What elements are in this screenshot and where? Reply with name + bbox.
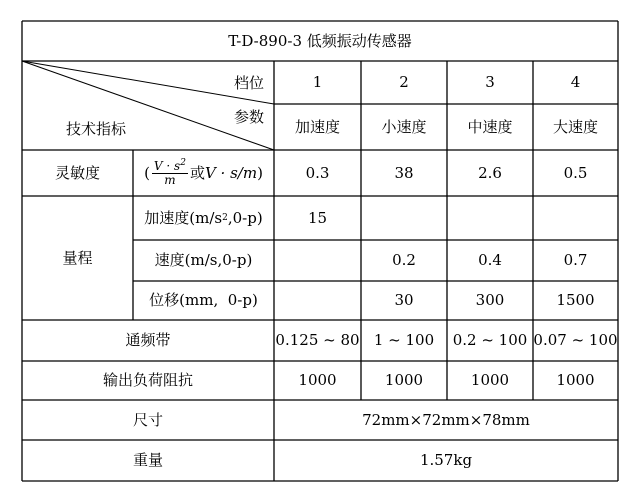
range-acceleration-label-text: 加速度(m/s [144, 208, 223, 227]
passband-value-3: 0.2 ~ 100 [452, 331, 528, 349]
range-velocity-label: 速度(m/s,0-p) [154, 251, 253, 269]
gear-2: 2 [399, 73, 409, 91]
impedance-value-4: 1000 [556, 371, 595, 389]
param-header-label: 参数 [233, 107, 264, 126]
gear-header-label: 档位 [233, 73, 264, 92]
param-large-velocity: 大速度 [552, 117, 598, 136]
range-velocity-value-2: 0.2 [392, 251, 416, 269]
gear-1: 1 [312, 73, 323, 91]
impedance-value-3: 1000 [470, 371, 510, 389]
spec-header-label: 技术指标 [66, 119, 127, 138]
sensitivity-value-1: 0.3 [305, 163, 330, 182]
range-acceleration-value-2 [361, 196, 447, 240]
unit-numerator: V · s [153, 158, 181, 173]
gear-3: 3 [485, 73, 495, 91]
range-velocity-value-4: 0.7 [563, 251, 588, 269]
sensitivity-value-4: 0.5 [563, 163, 588, 182]
table-title: T-D-890-3 低频振动传感器 [228, 31, 412, 50]
passband-value-1: 0.125 ~ 80 [275, 331, 360, 349]
impedance-value-1: 1000 [298, 371, 337, 389]
sensitivity-value-3: 2.6 [478, 163, 502, 182]
passband-value-4: 0.07 ~ 100 [533, 331, 618, 349]
range-displacement-value-2: 30 [394, 291, 414, 309]
range-acceleration-label: 加速度(m/s 2 ,0-p) [144, 208, 263, 227]
range-velocity-value-1 [274, 240, 361, 281]
range-velocity-value-3: 0.4 [478, 251, 502, 269]
range-acceleration-label-suffix: ,0-p) [227, 208, 263, 227]
range-displacement-value-4: 1500 [556, 291, 595, 309]
sensitivity-unit [133, 150, 274, 196]
range-acceleration-value-4 [533, 196, 618, 240]
unit-fraction [152, 157, 188, 187]
passband-label: 通频带 [125, 331, 171, 349]
range-displacement-label: 位移(mm, 0-p) [149, 291, 258, 309]
range-displacement-value-3: 300 [475, 291, 505, 309]
unit-alternative: V · s/m [204, 163, 258, 182]
unit-denominator: m [164, 172, 176, 187]
size-value: 72mm×72mm×78mm [362, 410, 530, 429]
range-acceleration-value-3 [447, 196, 533, 240]
sensitivity-label: 灵敏度 [54, 163, 100, 182]
weight-value: 1.57kg [419, 451, 473, 469]
range-acceleration-value-1: 15 [307, 208, 328, 227]
range-label: 量程 [62, 248, 93, 267]
impedance-value-2: 1000 [384, 371, 424, 389]
gear-4: 4 [570, 73, 581, 91]
passband-value-2: 1 ~ 100 [373, 331, 435, 349]
weight-label: 重量 [132, 451, 163, 469]
param-acceleration: 加速度 [294, 117, 340, 136]
param-small-velocity: 小速度 [381, 117, 427, 136]
impedance-label: 输出负荷阻抗 [102, 371, 193, 389]
unit-close-paren: ) [257, 163, 263, 182]
size-label: 尺寸 [132, 410, 163, 429]
unit-or: 或 [189, 163, 205, 182]
range-displacement-value-1 [274, 281, 361, 320]
unit-numerator-exponent: 2 [180, 157, 186, 168]
unit-open-paren: ( [144, 163, 150, 182]
sensitivity-value-2: 38 [394, 163, 414, 182]
param-mid-velocity: 中速度 [467, 117, 513, 136]
